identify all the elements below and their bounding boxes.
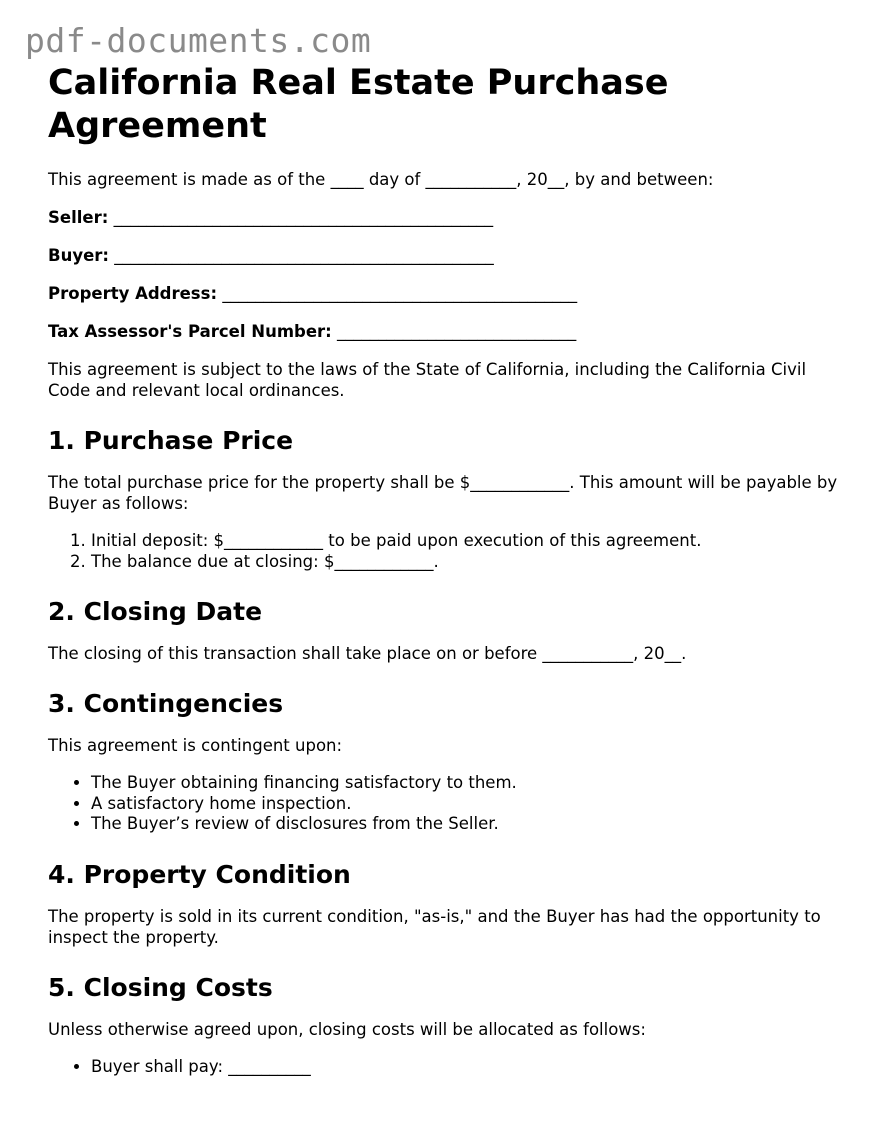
section-heading-purchase-price: 1. Purchase Price <box>48 426 294 455</box>
list-item: 1. Initial deposit: $____________ to be paid upon execution of this agreement. <box>91 531 848 552</box>
seller-field <box>48 207 848 228</box>
contingencies-paragraph: This agreement is contingent upon: <box>48 736 343 755</box>
property-address-label: Property Address: <box>48 284 218 303</box>
property-address-blank: ___________________________________________ <box>222 284 578 303</box>
list-item: • The Buyer’s review of disclosures from the Seller. <box>91 814 848 835</box>
section-heading-closing-date: 2. Closing Date <box>48 597 263 626</box>
document-title: California Real Estate Purchase Agreement <box>48 63 669 146</box>
section-heading-contingencies: 3. Contingencies <box>48 689 284 718</box>
intro-paragraph: This agreement is made as of the ____ day of ___________, 20__, by and between: <box>48 170 714 189</box>
purchase-price-paragraph: The total purchase price for the property shall be $____________. This amount will be payable by Buyer as follows: <box>48 473 838 513</box>
list-item: • Buyer shall pay: __________ <box>91 1057 848 1078</box>
watermark: pdf-documents.com <box>25 21 372 60</box>
closing-costs-list <box>48 1057 848 1078</box>
closing-costs-paragraph: Unless otherwise agreed upon, closing costs will be allocated as follows: <box>48 1019 646 1039</box>
closing-date-paragraph: The closing of this transaction shall take place on or before ___________, 20__. <box>48 644 687 663</box>
buyer-blank: ______________________________________________ <box>114 246 494 265</box>
payment-terms-list <box>48 531 848 572</box>
list-item: • The Buyer obtaining financing satisfactory to them. <box>91 773 848 794</box>
section-heading-property-condition: 4. Property Condition <box>48 859 351 889</box>
buyer-field <box>48 245 848 266</box>
list-item: 2. The balance due at closing: $____________. <box>91 552 848 573</box>
parcel-number-blank: _____________________________ <box>337 322 577 341</box>
parcel-number-field <box>48 321 848 342</box>
contingencies-list <box>48 773 848 835</box>
list-item: • A satisfactory home inspection. <box>91 794 848 815</box>
seller-label: Seller: <box>48 208 109 227</box>
property-condition-paragraph: The property is sold in its current condition, "as-is," and the Buyer has had the opportunity to inspect the property. <box>48 906 821 947</box>
property-address-field <box>48 283 848 304</box>
section-heading-closing-costs: 5. Closing Costs <box>48 972 273 1002</box>
seller-blank: ______________________________________________ <box>113 208 494 227</box>
document-page <box>48 62 848 1094</box>
buyer-label: Buyer: <box>48 246 110 265</box>
governing-law-paragraph: This agreement is subject to the laws of the State of California, including the California Civil Code and relevant local ordinances. <box>48 360 807 400</box>
parcel-number-label: Tax Assessor's Parcel Number: <box>48 322 332 341</box>
